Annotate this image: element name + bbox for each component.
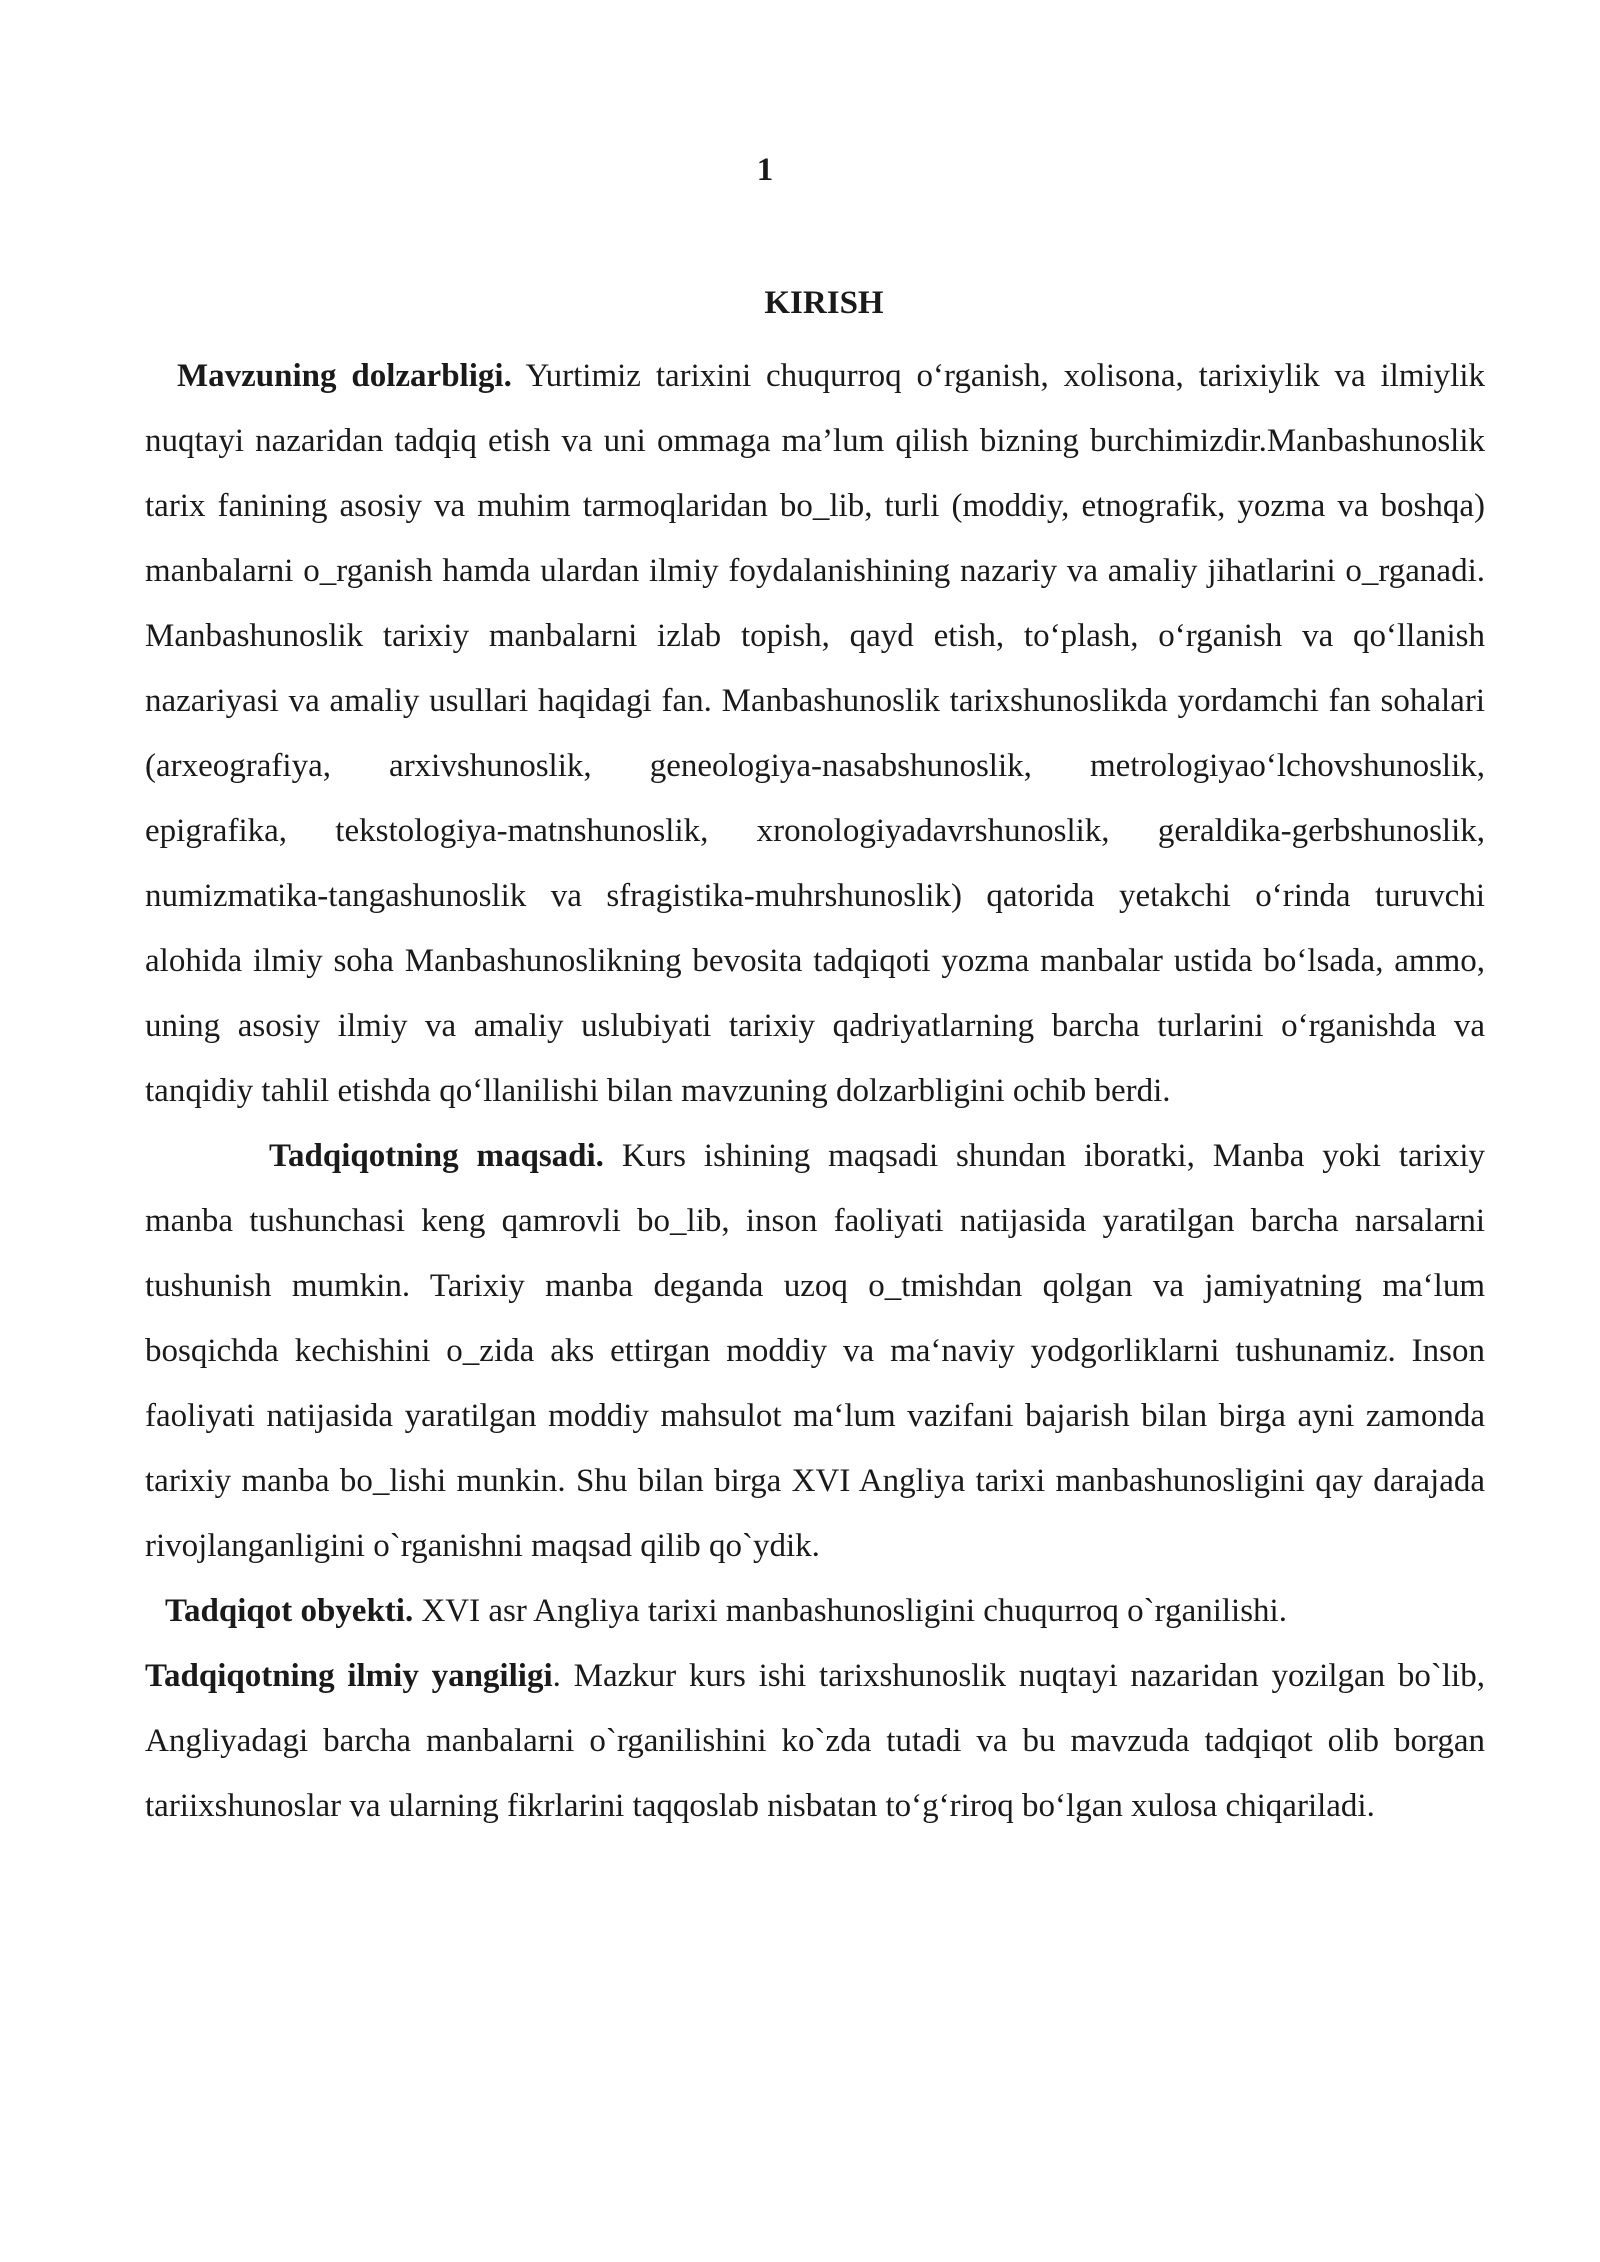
section-heading: KIRISH	[764, 285, 884, 321]
document-body	[145, 344, 1485, 1839]
paragraph-text: . Mazkur kurs ishi tarixshunoslik nuqtayi nazaridan yozilgan bo`lib, Angliyadagi barcha manbalarni o`rganilishini ko`zda tutadi va bu mavzuda tadqiqot olib borgan tariixshunoslar va ularning fikrlarini taqqoslab nisbatan to‘g‘riroq bo‘lgan xulosa chiqariladi.	[145, 1658, 1485, 1824]
page-number: 1	[756, 152, 774, 188]
paragraph-title: Tadqiqotning maqsadi.	[269, 1138, 604, 1174]
paragraph-title: Mavzuning dolzarbligi.	[177, 358, 512, 394]
paragraph-object	[145, 1579, 1485, 1644]
paragraph-title: Tadqiqot obyekti.	[165, 1593, 414, 1629]
paragraph-novelty	[145, 1644, 1485, 1839]
paragraph-text: XVI asr Angliya tarixi manbashunosligini chuqurroq o`rganilishi.	[413, 1593, 1287, 1629]
paragraph-relevance	[145, 344, 1485, 1124]
paragraph-title: Tadqiqotning ilmiy yangiligi	[145, 1658, 553, 1694]
paragraph-goal	[145, 1124, 1485, 1579]
paragraph-text: Yurtimiz tarixini chuqurroq o‘rganish, xolisona, tarixiylik va ilmiylik nuqtayi nazaridan tadqiq etish va uni ommaga ma’lum qilish bizning burchimizdir.Manbashunoslik tarix fanining asosiy va muhim tarmoqlaridan bo_lib, turli (moddiy, etnografik, yozma va boshqa) manbalarni o_rganish hamda ulardan ilmiy foydalanishining nazariy va amaliy jihatlarini o_rganadi. Manbashunoslik tarixiy manbalarni izlab topish, qayd etish, to‘plash, o‘rganish va qo‘llanish nazariyasi va amaliy usullari haqidagi fan. Manbashunoslik tarixshunoslikda yordamchi fan sohalari (arxeografiya, arxivshunoslik, geneologiya-nasabshunoslik, metrologiyao‘lchovshunoslik, epigrafika, tekstologiya-matnshunoslik, xronologiyadavrshunoslik, geraldika-gerbshunoslik, numizmatika-tangashunoslik va sfragistika-muhrshunoslik) qatorida yetakchi o‘rinda turuvchi alohida ilmiy soha Manbashunoslikning bevosita tadqiqoti yozma manbalar ustida bo‘lsada, ammo, uning asosiy ilmiy va amaliy uslubiyati tarixiy qadriyatlarning barcha turlarini o‘rganishda va tanqidiy tahlil etishda qo‘llanilishi bilan mavzuning dolzarbligini ochib berdi.	[145, 358, 1485, 1109]
paragraph-text: Kurs ishining maqsadi shundan iboratki, Manba yoki tarixiy manba tushunchasi keng qamrovli bo_lib, inson faoliyati natijasida yaratilgan barcha narsalarni tushunish mumkin. Tarixiy manba deganda uzoq o_tmishdan qolgan va jamiyatning ma‘lum bosqichda kechishini o_zida aks ettirgan moddiy va ma‘naviy yodgorliklarni tushunamiz. Inson faoliyati natijasida yaratilgan moddiy mahsulot ma‘lum vazifani bajarish bilan birga ayni zamonda tarixiy manba bo_lishi munkin. Shu bilan birga XVI Angliya tarixi manbashunosligini qay darajada rivojlanganligini o`rganishni maqsad qilib qo`ydik.	[145, 1138, 1485, 1564]
